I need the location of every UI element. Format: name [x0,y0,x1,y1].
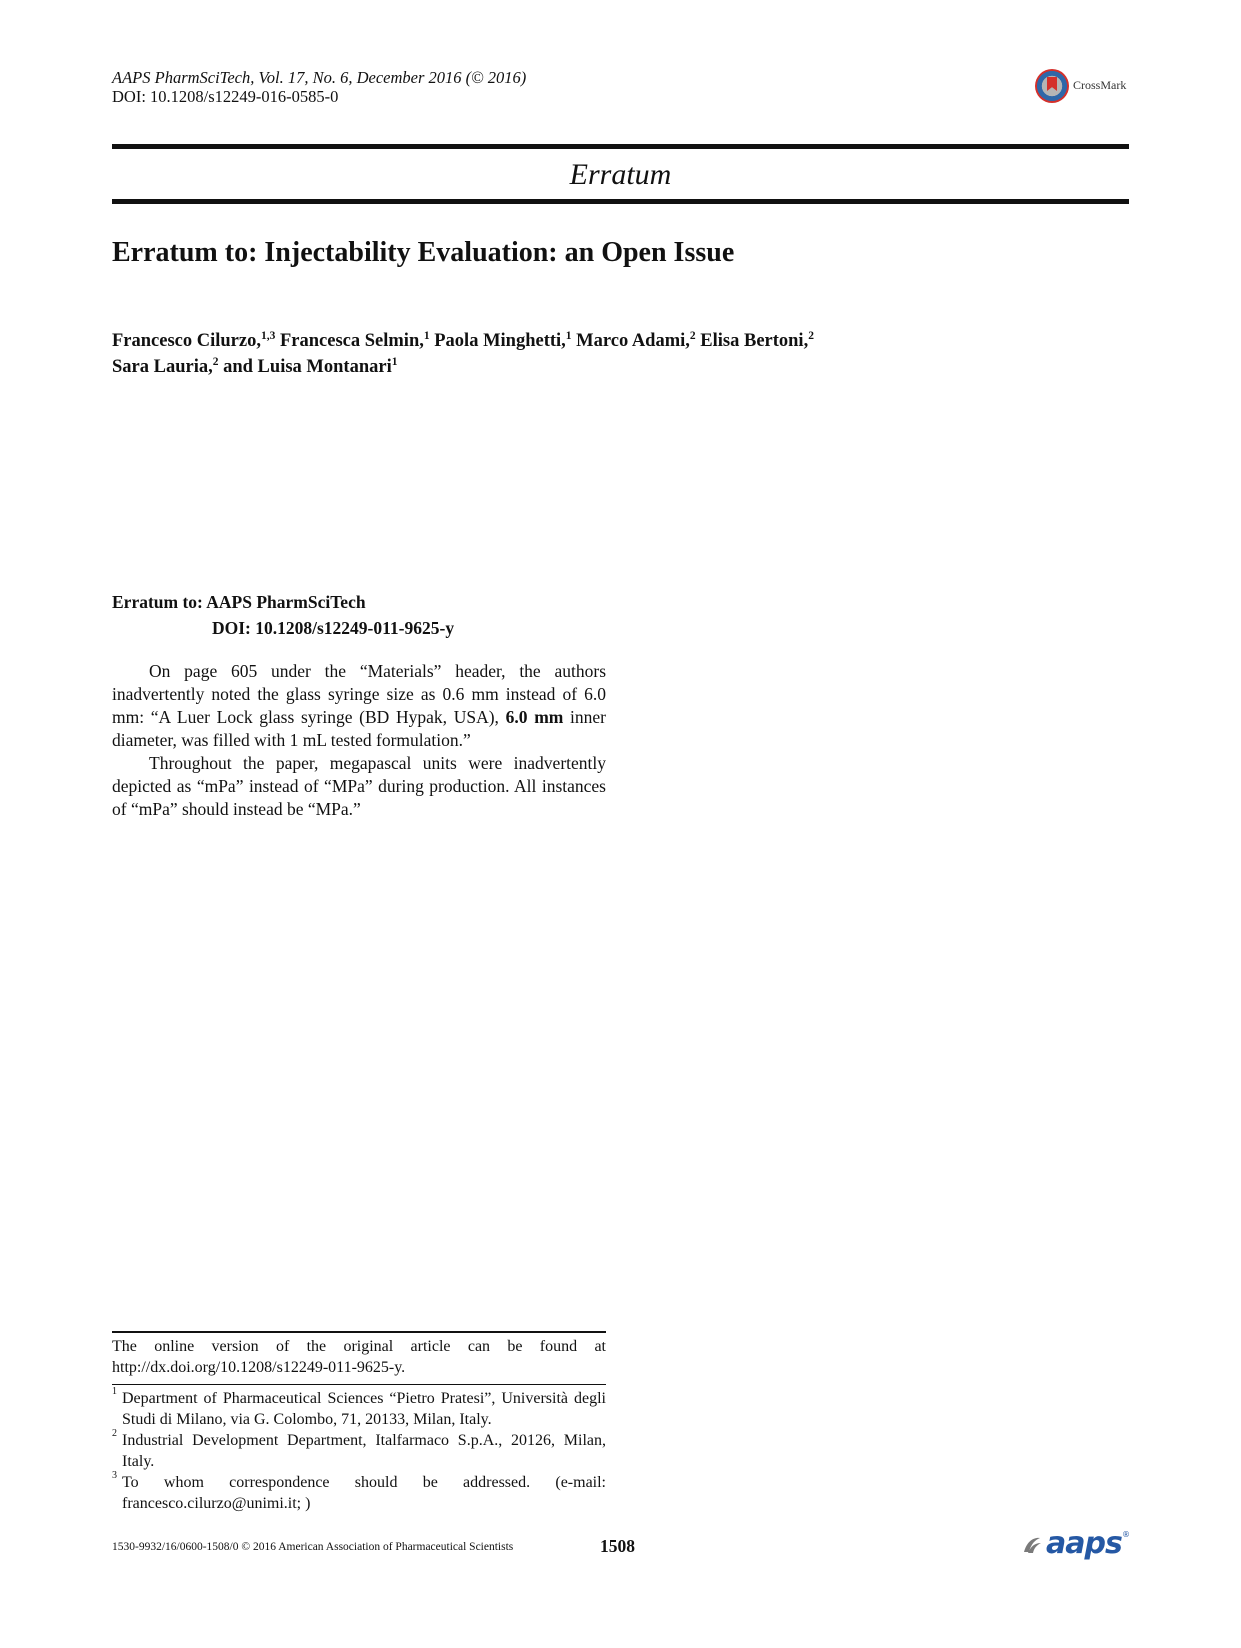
affiliation: 1 Department of Pharmaceutical Sciences “Pietro Pratesi”, Università degli Studi di Milano, via G. Colombo, 71, 20133, Milan, Italy. [112,1386,606,1428]
page-number: 1508 [600,1536,635,1556]
section-rule-top [112,144,1129,149]
article-title: Erratum to: Injectability Evaluation: an Open Issue [112,237,735,268]
author: Paola Minghetti,$^1$ [434,330,572,351]
registered-mark: ® [1122,1530,1130,1539]
emphasis: 6.0 mm [505,707,564,727]
aaps-swoosh-icon [1022,1535,1042,1555]
erratum-reference [112,589,454,641]
crossmark-badge[interactable] [1035,66,1135,106]
erratum-doi: DOI: 10.1208/s12249-011-9625-y [212,618,455,638]
author: Francesca Selmin,$^1$ [280,330,430,351]
section-title: Erratum [569,158,672,191]
journal-citation: AAPS PharmSciTech, Vol. 17, No. 6, December 2016 (© 2016) [112,68,527,87]
aaps-logo [1022,1528,1132,1562]
author: and Luisa Montanari$^1$ [223,356,398,377]
crossmark-label: CrossMark [1073,78,1127,92]
author: Elisa Bertoni,$^2$ [700,330,814,351]
paragraph: On page 605 under the “Materials” header, the authors inadvertently noted the glass syringe size as 0.6 mm instead of 6.0 mm: “A Luer Lock glass syringe (BD Hypak, USA), 6.0 mm inner diameter, was filled with 1 mL tested formulation.” [112,661,607,750]
body-text [112,660,606,821]
online-version-note: The online version of the original article can be found at http://dx.doi.org/10.1208/s12249-011-9625-y. [112,1338,606,1376]
erratum-journal: Erratum to: AAPS PharmSciTech [112,592,366,612]
author: Sara Lauria,$^2$ [112,356,219,377]
paragraph: Throughout the paper, megapascal units were inadvertently depicted as “mPa” instead of “MPa” during production. All instances of “mPa” should instead be “MPa.” [112,753,606,819]
crossmark-icon [1035,69,1069,103]
author-list [112,328,1012,380]
affiliation: 3 To whom correspondence should be addressed. (e-mail: francesco.cilurzo@unimi.it; ) [112,1470,606,1512]
journal-info [112,68,526,106]
section-rule-bottom [112,199,1129,204]
affiliations [112,1388,606,1514]
aaps-wordmark: aaps [1046,1526,1122,1561]
article-doi: DOI: 10.1208/s12249-016-0585-0 [112,87,339,106]
copyright-line: 1530-9932/16/0600-1508/0 © 2016 American Association of Pharmaceutical Scientists [112,1541,514,1553]
footnote-rule [112,1331,606,1333]
author: Marco Adami,$^2$ [576,330,696,351]
author: Francesco Cilurzo,$^{1,3}$ [112,330,276,351]
affiliation: 2 Industrial Development Department, Italfarmaco S.p.A., 20126, Milan, Italy. [112,1428,606,1470]
affiliation-rule [112,1384,606,1385]
